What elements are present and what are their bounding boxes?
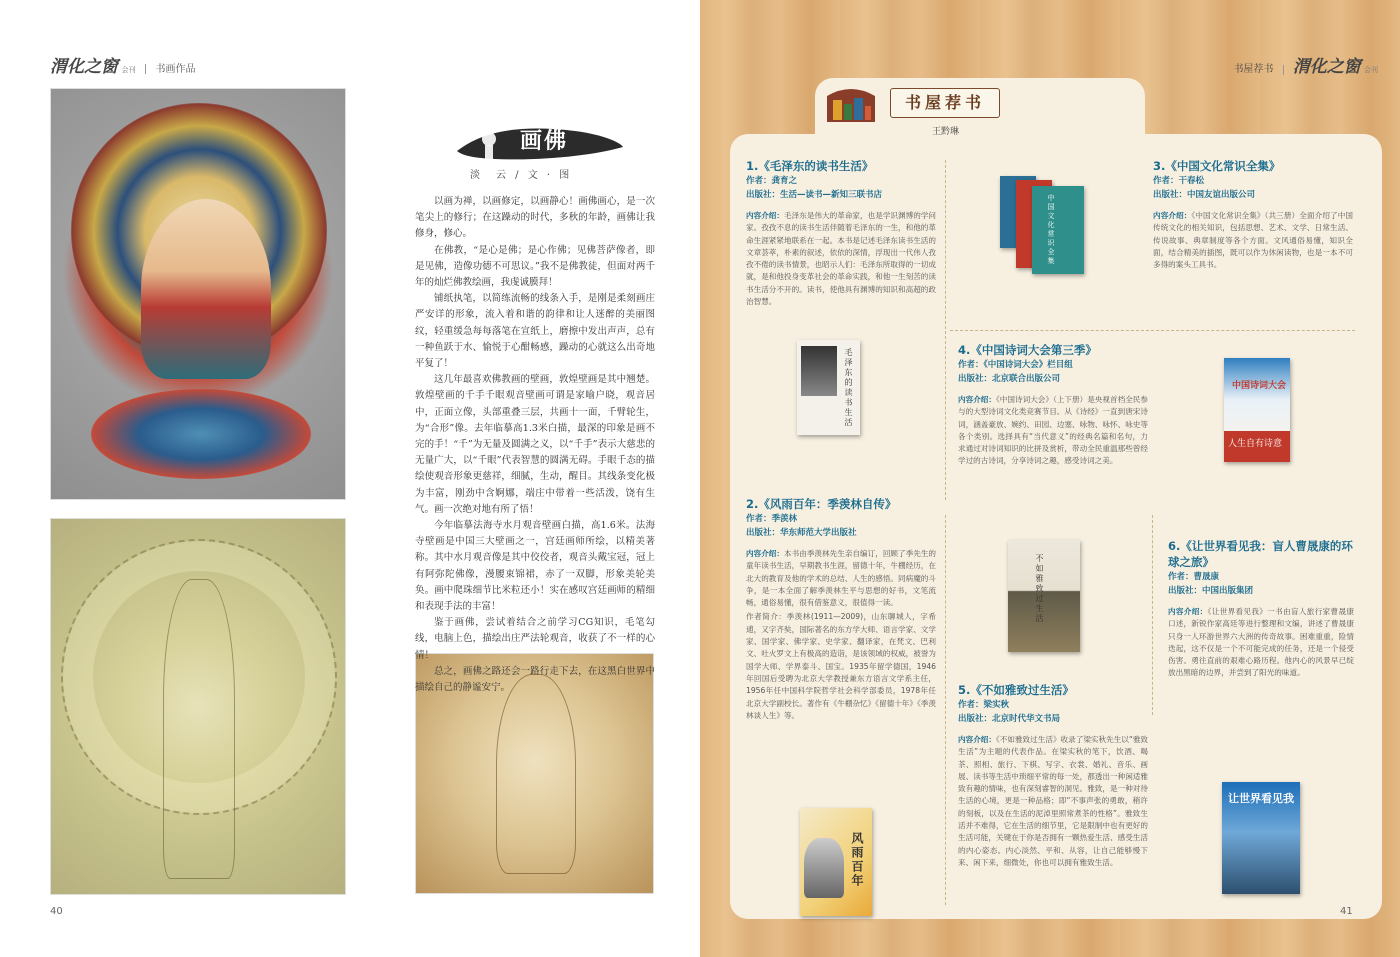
header-divider [1283, 65, 1284, 75]
cover-title: 风雨百年 [850, 832, 864, 888]
book-item-6 [1168, 538, 1354, 680]
book-cover-2 [800, 808, 872, 916]
book-author: 作者：季羡林 [746, 514, 798, 524]
article-byline: 淡 云 / 文 · 图 [470, 170, 573, 181]
paragraph: 在佛教，“是心是佛；是心作佛；见佛菩萨像者，即是见佛，造像功德不可思议。”我不是佛教徒，但面对两千年的灿烂佛教绘画，我虔诚膜拜！ [415, 244, 655, 289]
paragraph: 今年临摹法海寺水月观音壁画白描，高1.6米。法海寺壁画是中国三大壁画之一，宫廷画师所绘，以精美著称。其中水月观音像是其中佼佼者，观音头戴宝冠，冠上有阿弥陀佛像，漫腰束锦裙，赤了一双脚，形象美轮美奂。画中爬珠细节比米粒还小！实在感叹宫廷画师的精细和表现手法的丰富！ [415, 520, 655, 613]
sketch-figure [496, 674, 576, 874]
right-page [700, 0, 1400, 957]
book-cover-1 [797, 340, 860, 435]
cover-title: 中国诗词大会 [1232, 381, 1287, 391]
book-title: 1.《毛泽东的读书生活》 [746, 159, 874, 173]
book-title: 2.《风雨百年：季羡林自传》 [746, 497, 897, 511]
article-title: 画佛 [520, 128, 569, 154]
cover-title: 不如雅致过生活 [1035, 554, 1044, 624]
book-publisher: 出版社：北京时代华文书局 [958, 714, 1061, 724]
book-intro: 内容介绍：《中国文化常识全集》（共三册）全面介绍了中国传统文化的相关知识，包括思想、艺术、文学、日常生活、传说故事、典章制度等各个方面。文风通俗易懂，知识全面，结合精美的插图，既可以作为休闲读物，也是一本不可多得的案头工具书。 [1153, 211, 1353, 270]
book-author: 作者：《中国诗词大会》栏目组 [958, 360, 1073, 370]
book-cover-5 [1008, 540, 1080, 652]
book-cover-6 [1222, 782, 1300, 894]
book-intro: 内容介绍：《让世界看见我》一书由盲人旅行家曹晟康口述，新锐作家高廷等进行整理和文编，讲述了曹晟康只身一人环游世界六大洲的传奇故事。困难重重，险情迭起，这不仅是一个不可能完成的任务，还是一个侵受伤害、勇往直前的艰难心路历程。他内心的风景早已绽放出黑暗的边界，并尝到了阳光的味道。 [1168, 607, 1354, 678]
book-item-1 [746, 158, 936, 308]
right-header [1233, 52, 1378, 77]
column-divider [1152, 515, 1153, 715]
book-title: 5.《不如雅致过生活》 [958, 683, 1074, 697]
book-item-3 [1153, 158, 1353, 271]
paragraph: 鉴于画佛，尝试着结合之前学习CG知识，毛笔勾线，电脑上色，描绘出庄严法轮观音，收获了不一样的心情！ [415, 617, 655, 661]
magazine-logo-sub: 会刊 [1364, 66, 1378, 74]
book-cover-4 [1224, 358, 1290, 462]
thousand-hand-guanyin-sketch [50, 518, 346, 895]
column-divider [945, 160, 946, 500]
book-intro: 内容介绍：《中国诗词大会》（上下册）是央视首档全民参与的大型诗词文化类竞赛节目。从《诗经》一直到唐宋诗词，涵盖豪放、婉约、田园、边塞、咏物、咏怀、咏史等各个类别。选择具有“当代意义”的经典名篇和名句，力求通过对诗词知识的比拼及赏析，带动全民重温那些曾经学过的古诗词，分享诗词之趣，感受诗词之美。 [958, 395, 1148, 466]
book-item-4 [958, 342, 1148, 468]
book-publisher: 出版社：中国友谊出版公司 [1153, 190, 1256, 200]
book-item-2 [746, 496, 936, 722]
book-publisher: 出版社：北京联合出版公司 [958, 374, 1061, 384]
painting-lotus [91, 389, 311, 479]
cover-title: 让世界看见我 [1228, 792, 1294, 805]
paragraph: 以画为禅，以画修定，以画静心！画佛画心，是一次笔尖上的修行；在这躁动的时代，多秋的年龄，画佛让我修身，修心。 [415, 196, 655, 240]
cover-photo [801, 346, 837, 396]
buddha-painting-image [50, 88, 346, 500]
book-publisher: 出版社：生活—读书—新知三联书店 [746, 190, 883, 200]
bookshelf-icon [825, 86, 877, 126]
section-name: 书画作品 [155, 64, 196, 75]
article-body [415, 194, 655, 696]
column-divider [945, 515, 946, 905]
paragraph: 总之，画佛之路还会一路行走下去，在这黑白世界中描绘自己的静谧安宁。 [415, 665, 655, 694]
book-cover-3c [1032, 186, 1084, 274]
magazine-logo: 渭化之窗 [50, 57, 118, 77]
compiler-name: 王黔琳 [932, 127, 960, 137]
book-intro: 内容介绍：《不如雅致过生活》收录了梁实秋先生以“雅致生活”为主题的代表作品。在梁实秋的笔下，饮酒、喝茶、照相、旅行、下棋、写字、衣裳、婚礼、音乐、画展、读书等生活中琐细平常的每一处，都透出一种闲适雅致有趣的情味，也有深刻睿智的洞见。雅致，是一种对待生活的心境，更是一种品格；即“不事声张的勇敢，稍许的刻板，以及在生活的泥淖里照常煮茶的性格”。雅致生活并不难得，它在生活的细节里，它是限制中也有更好的生活可能，关键在于你是否拥有一颗热爱生活、感受生活的内心姿态。内心淡然、平和、从容，让自己能够慢下来、闲下来，细微处，你也可以拥有雅致生活。 [958, 735, 1149, 867]
banner-title: 书屋荐书 [890, 88, 1000, 118]
page-number-right: 41 [1340, 906, 1353, 917]
row-divider [950, 330, 1355, 331]
book-author: 作者：干春松 [1153, 176, 1205, 186]
book-publisher: 出版社：中国出版集团 [1168, 586, 1254, 596]
section-name: 书屋荐书 [1233, 64, 1274, 75]
book-intro: 内容介绍：毛泽东是伟大的革命家，也是学识渊博的学问家。孜孜不息的读书生活伴随着毛泽东的一生，和他的革命生涯紧紧地联系在一起。本书是记述毛泽东读书生活的文章荟萃，朴素的叙述，依依的深情，浮现出一代伟人孜孜不倦的读书情景，也昭示人们：毛泽东所取得的一切成就，是和他投身变革社会的革命实践，和他一生刻苦的读书生活分不开的。读书，使他具有渊博的知识和高超的政治智慧。 [746, 211, 937, 307]
page-number-left: 40 [50, 906, 63, 917]
header-divider [145, 64, 146, 74]
painting-figure [141, 199, 271, 379]
cover-title: 中国文化常识全集 [1047, 194, 1055, 266]
book-title: 6.《让世界看见我：盲人曹晟康的环球之旅》 [1168, 539, 1353, 569]
book-author: 作者：曹晟康 [1168, 572, 1220, 582]
cover-title: 毛泽东的读书生活 [844, 348, 853, 428]
magazine-logo-sub: 会刊 [121, 66, 136, 74]
sketch-figure [163, 579, 235, 879]
paragraph: 这几年最喜欢佛教画的壁画，敦煌壁画是其中翘楚。敦煌壁画的千手千眼观音壁画可谓是家喻户晓，观音居中，正面立像，头部重叠三层，共画十一面，千臂轮生，为“合形”像。去年临摹高1.3米白描，最深的印象是画不完的手！“千”为无量及圆满之义，以“千手”表示大慈悲的无量广大，以“千眼”代表智慧的圆满无碍。手眼千态的描绘使观音形象更慈祥，细腻，生动，醒目。其线条变化极为丰富，刚劲中含婀娜，端庄中带着一些活泼，饶有生气。画一次绝对地有所了悟！ [415, 374, 655, 515]
book-intro: 内容介绍：本书由季羡林先生亲自编订，回顾了季先生的童年读书生活，早期教书生涯，留德十年，牛棚经历，在北大的教育及他的学术的总结、人生的感悟。同病魔的斗争，是一本全面了解季羡林生平与思想的好书，文笔流畅，通俗易懂，很有借鉴意义，很值得一读。 [746, 549, 937, 608]
book-author: 作者：龚育之 [746, 176, 798, 186]
book-title: 4.《中国诗词大会第三季》 [958, 343, 1097, 357]
book-author: 作者：梁实秋 [958, 700, 1010, 710]
left-header [50, 52, 196, 77]
author-bio: 作者简介：季羡林(1911—2009)，山东聊城人，字希逋，又字齐奘，国际著名的东方学大师、语言学家、文学家、国学家、佛学家、史学家、翻译家，在梵文、巴利文、吐火罗文上有极高的造诣，是该领域的权威，被誉为国学大师、学界泰斗、国宝。1935年留学德国，1946年回国后受聘为北京大学教授兼东方语言文学系主任，1956年任中国科学院哲学社会科学部委员，1978年任北京大学副校长。著作有《牛棚杂忆》《留德十年》《季羡林谈人生》等。 [746, 612, 936, 720]
book-item-5 [958, 682, 1148, 869]
book-publisher: 出版社：华东师范大学出版社 [746, 528, 857, 538]
book-title: 3.《中国文化常识全集》 [1153, 159, 1281, 173]
paragraph: 铺纸执笔，以简练流畅的线条入手，是刚是柔刻画庄严安详的形象，流入着和谐的韵律和让人迷醉的美丽图纹，轻重缓急每每落笔在宣纸上，磨擦中发出声声，总有一种鱼跃于水、愉悦于心酣畅感，躁动的心就这么出奇地平复了！ [415, 293, 655, 370]
magazine-logo: 渭化之窗 [1292, 57, 1361, 77]
cover-subtitle: 人生自有诗意 [1228, 439, 1283, 449]
cover-portrait [804, 838, 844, 898]
